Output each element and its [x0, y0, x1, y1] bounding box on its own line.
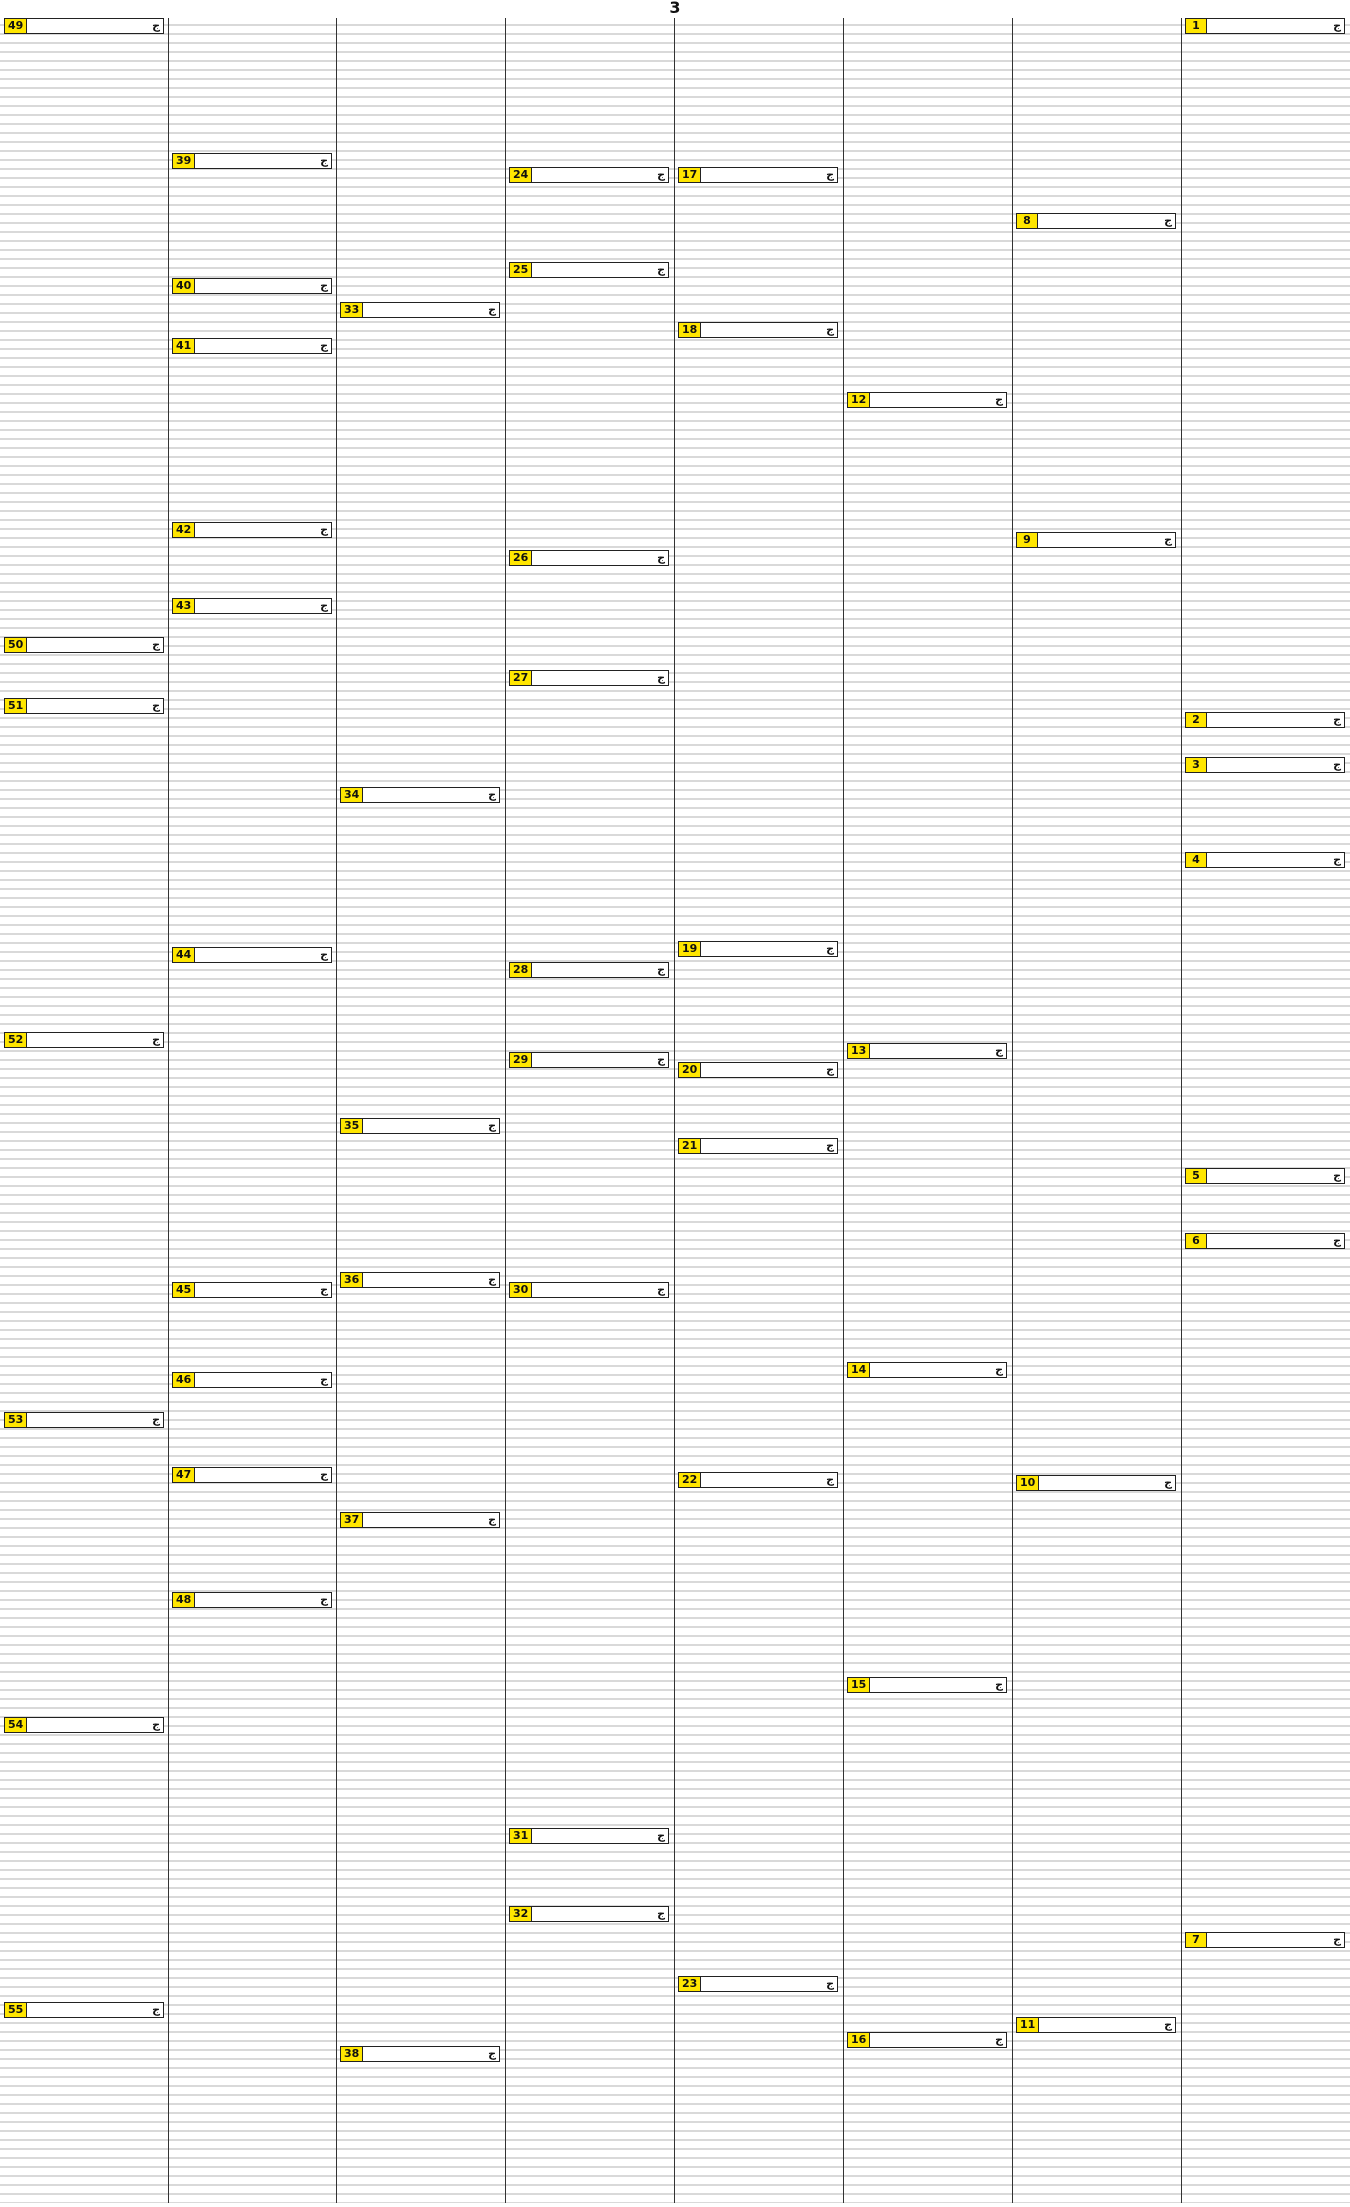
- item-number: 3: [1186, 758, 1207, 772]
- item-title: ج: [488, 303, 496, 316]
- item-marker: [340, 1512, 500, 1528]
- item-marker: [678, 1138, 838, 1154]
- item-marker: [847, 1677, 1007, 1693]
- item-title: ج: [488, 2047, 496, 2060]
- item-title: ج: [152, 638, 160, 651]
- item-number: 52: [5, 1033, 27, 1047]
- item-number: 7: [1186, 1933, 1207, 1947]
- item-title: ج: [657, 168, 665, 181]
- item-number: 28: [510, 963, 532, 977]
- item-title: ج: [152, 2003, 160, 2016]
- item-marker: [509, 262, 669, 278]
- item-number: 35: [341, 1119, 363, 1133]
- item-number: 30: [510, 1283, 532, 1297]
- item-title: ج: [1164, 2018, 1172, 2031]
- item-title: ج: [488, 1513, 496, 1526]
- item-title: ج: [320, 523, 328, 536]
- item-number: 25: [510, 263, 532, 277]
- item-number: 19: [679, 942, 701, 956]
- item-title: ج: [320, 279, 328, 292]
- item-number: 51: [5, 699, 27, 713]
- item-number: 42: [173, 523, 195, 537]
- item-number: 31: [510, 1829, 532, 1843]
- item-number: 15: [848, 1678, 870, 1692]
- item-marker: [340, 2046, 500, 2062]
- item-marker: [509, 1828, 669, 1844]
- item-marker: [172, 1592, 332, 1608]
- item-number: 39: [173, 154, 195, 168]
- item-marker: [340, 787, 500, 803]
- item-marker: [172, 522, 332, 538]
- item-title: ج: [826, 1139, 834, 1152]
- item-number: 44: [173, 948, 195, 962]
- item-title: ج: [657, 1053, 665, 1066]
- item-marker: [678, 322, 838, 338]
- item-title: ج: [1333, 713, 1341, 726]
- item-marker: [678, 1062, 838, 1078]
- item-marker: [4, 1412, 164, 1428]
- item-marker: [340, 1272, 500, 1288]
- item-title: ج: [320, 1468, 328, 1481]
- item-title: ج: [826, 1473, 834, 1486]
- item-marker: [509, 1906, 669, 1922]
- item-title: ج: [995, 1044, 1003, 1057]
- item-number: 24: [510, 168, 532, 182]
- item-marker: [172, 1467, 332, 1483]
- item-title: ج: [826, 323, 834, 336]
- item-title: ج: [1164, 533, 1172, 546]
- item-number: 4: [1186, 853, 1207, 867]
- column-8: [1181, 18, 1350, 2203]
- item-number: 32: [510, 1907, 532, 1921]
- item-marker: [1016, 1475, 1176, 1491]
- column-4: [505, 18, 674, 2203]
- item-title: ج: [320, 599, 328, 612]
- item-marker: [678, 167, 838, 183]
- item-title: ج: [826, 1063, 834, 1076]
- item-marker: [678, 941, 838, 957]
- item-marker: [1016, 213, 1176, 229]
- item-title: ج: [657, 263, 665, 276]
- item-number: 27: [510, 671, 532, 685]
- item-marker: [847, 1043, 1007, 1059]
- item-marker: [1185, 712, 1345, 728]
- item-title: ج: [826, 1977, 834, 1990]
- item-marker: [172, 947, 332, 963]
- item-marker: [509, 1282, 669, 1298]
- item-number: 33: [341, 303, 363, 317]
- item-title: ج: [826, 168, 834, 181]
- column-5: [674, 18, 843, 2203]
- item-number: 54: [5, 1718, 27, 1732]
- item-number: 43: [173, 599, 195, 613]
- item-title: ج: [995, 2033, 1003, 2046]
- item-number: 50: [5, 638, 27, 652]
- item-title: ج: [152, 19, 160, 32]
- item-marker: [509, 550, 669, 566]
- item-number: 21: [679, 1139, 701, 1153]
- item-number: 53: [5, 1413, 27, 1427]
- item-title: ج: [995, 1363, 1003, 1376]
- item-title: ج: [152, 1718, 160, 1731]
- item-marker: [1185, 18, 1345, 34]
- item-marker: [1016, 2017, 1176, 2033]
- item-title: ج: [657, 671, 665, 684]
- item-number: 26: [510, 551, 532, 565]
- item-marker: [509, 962, 669, 978]
- item-marker: [172, 153, 332, 169]
- item-number: 49: [5, 19, 27, 33]
- item-number: 36: [341, 1273, 363, 1287]
- item-number: 18: [679, 323, 701, 337]
- item-title: ج: [1333, 19, 1341, 32]
- item-number: 37: [341, 1513, 363, 1527]
- item-marker: [172, 598, 332, 614]
- item-title: ج: [488, 1273, 496, 1286]
- item-number: 6: [1186, 1234, 1207, 1248]
- item-number: 20: [679, 1063, 701, 1077]
- item-marker: [1016, 532, 1176, 548]
- item-marker: [509, 1052, 669, 1068]
- item-number: 1: [1186, 19, 1207, 33]
- item-title: ج: [657, 551, 665, 564]
- item-title: ج: [320, 339, 328, 352]
- item-title: ج: [1333, 1234, 1341, 1247]
- item-number: 13: [848, 1044, 870, 1058]
- item-marker: [4, 2002, 164, 2018]
- item-title: ج: [657, 1283, 665, 1296]
- item-number: 45: [173, 1283, 195, 1297]
- column-1: [0, 18, 168, 2203]
- item-number: 5: [1186, 1169, 1207, 1183]
- item-number: 16: [848, 2033, 870, 2047]
- item-number: 29: [510, 1053, 532, 1067]
- item-marker: [1185, 1233, 1345, 1249]
- item-title: ج: [1333, 1933, 1341, 1946]
- item-title: ج: [320, 1283, 328, 1296]
- item-title: ج: [152, 1413, 160, 1426]
- item-title: ج: [1164, 214, 1172, 227]
- item-number: 38: [341, 2047, 363, 2061]
- item-number: 8: [1017, 214, 1038, 228]
- item-title: ج: [320, 154, 328, 167]
- item-number: 55: [5, 2003, 27, 2017]
- item-marker: [847, 392, 1007, 408]
- item-title: ج: [320, 948, 328, 961]
- item-title: ج: [488, 788, 496, 801]
- item-title: ج: [320, 1593, 328, 1606]
- page-number: 3: [669, 0, 681, 17]
- item-title: ج: [657, 1907, 665, 1920]
- item-marker: [1185, 1168, 1345, 1184]
- item-number: 2: [1186, 713, 1207, 727]
- item-number: 41: [173, 339, 195, 353]
- item-number: 12: [848, 393, 870, 407]
- item-marker: [172, 1282, 332, 1298]
- item-marker: [1185, 1932, 1345, 1948]
- item-number: 11: [1017, 2018, 1039, 2032]
- item-title: ج: [1164, 1476, 1172, 1489]
- item-marker: [340, 302, 500, 318]
- item-title: ج: [152, 699, 160, 712]
- item-number: 40: [173, 279, 195, 293]
- item-title: ج: [995, 393, 1003, 406]
- item-marker: [847, 1362, 1007, 1378]
- item-title: ج: [1333, 758, 1341, 771]
- column-3: [336, 18, 505, 2203]
- item-marker: [340, 1118, 500, 1134]
- item-marker: [172, 1372, 332, 1388]
- item-number: 47: [173, 1468, 195, 1482]
- item-title: ج: [320, 1373, 328, 1386]
- column-6: [843, 18, 1012, 2203]
- item-number: 23: [679, 1977, 701, 1991]
- item-number: 22: [679, 1473, 701, 1487]
- item-title: ج: [152, 1033, 160, 1046]
- item-marker: [1185, 757, 1345, 773]
- item-marker: [4, 698, 164, 714]
- item-title: ج: [826, 942, 834, 955]
- item-number: 34: [341, 788, 363, 802]
- item-number: 10: [1017, 1476, 1039, 1490]
- item-number: 17: [679, 168, 701, 182]
- item-marker: [678, 1976, 838, 1992]
- item-marker: [678, 1472, 838, 1488]
- item-marker: [509, 670, 669, 686]
- item-marker: [1185, 852, 1345, 868]
- item-number: 14: [848, 1363, 870, 1377]
- item-marker: [509, 167, 669, 183]
- item-marker: [4, 18, 164, 34]
- item-marker: [4, 1032, 164, 1048]
- item-marker: [4, 1717, 164, 1733]
- item-title: ج: [488, 1119, 496, 1132]
- item-title: ج: [995, 1678, 1003, 1691]
- item-title: ج: [1333, 1169, 1341, 1182]
- column-7: [1012, 18, 1181, 2203]
- item-number: 48: [173, 1593, 195, 1607]
- item-number: 9: [1017, 533, 1038, 547]
- item-number: 46: [173, 1373, 195, 1387]
- item-marker: [172, 278, 332, 294]
- item-marker: [4, 637, 164, 653]
- item-marker: [172, 338, 332, 354]
- item-title: ج: [657, 1829, 665, 1842]
- item-title: ج: [657, 963, 665, 976]
- item-title: ج: [1333, 853, 1341, 866]
- item-marker: [847, 2032, 1007, 2048]
